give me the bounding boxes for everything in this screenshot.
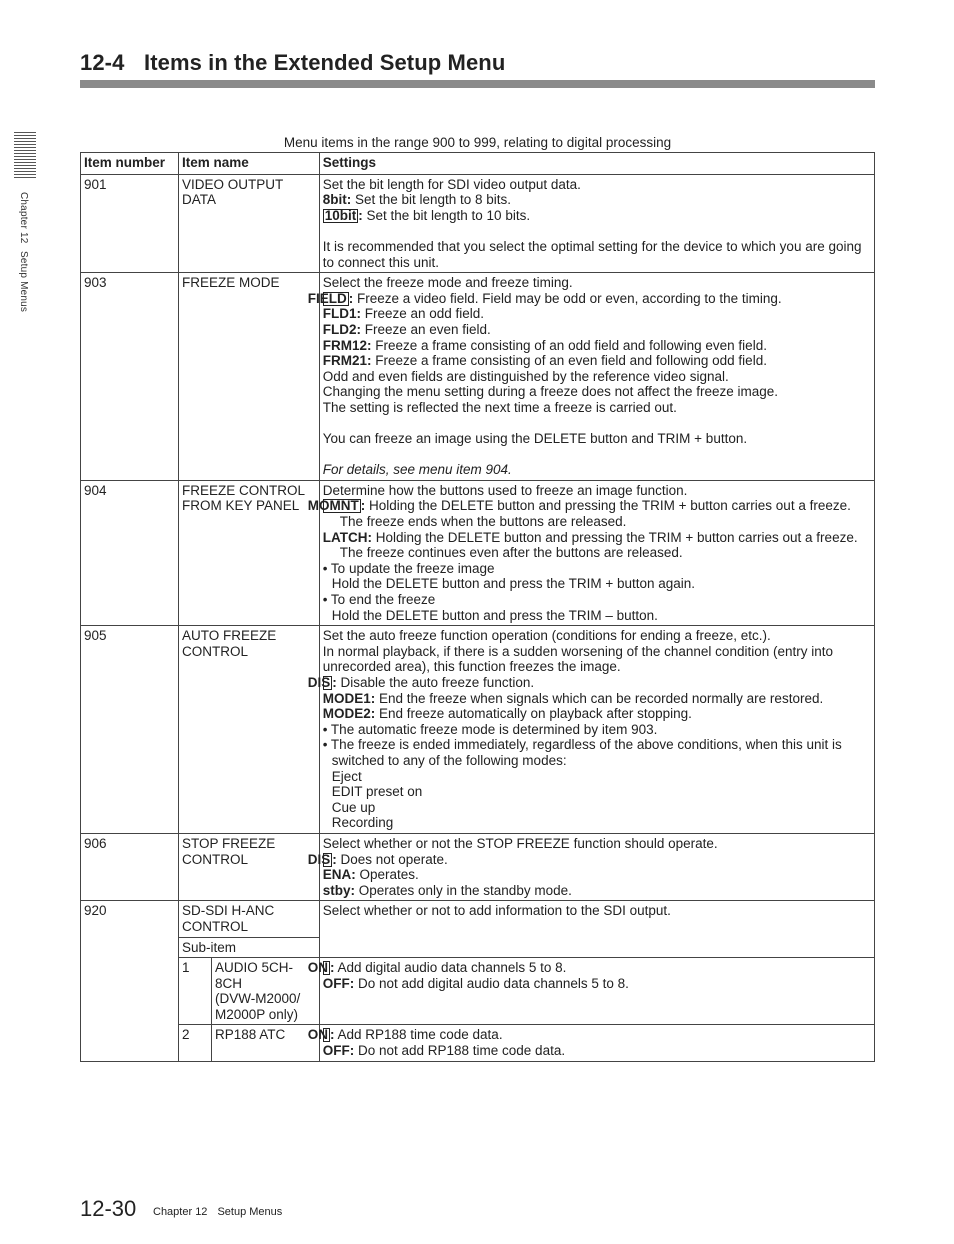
subitem-label: Sub-item	[179, 937, 320, 958]
item-name: AUTO FREEZE CONTROL	[179, 626, 320, 834]
table-header-row	[81, 153, 875, 175]
item-settings: Set the auto freeze function operation (conditions for ending a freeze, etc.). In normal playback, if there is a sudden worsening of the channel condition (entry into unrecorded area), this function freezes the image. DIS : Disable the auto freeze function. MODE1: End the freeze when signals which can be recorded normally are restored. MODE2: End freeze automatically on playback after stopping. • The automatic freeze mode is determined by item 903. • The freeze is ended immediately, regardless of the above conditions, when this unit is switched to any of the following modes: Eject EDIT preset on Cue up Recording	[319, 626, 874, 834]
item-settings: Select the freeze mode and freeze timing. FIELD : Freeze a video field. Field may be odd or even, according to the timing. FLD1: Freeze an odd field. FLD2: Freeze an even field. FRM12: Freeze a frame consisting of an odd field and following even field. FRM21: Freeze a frame consisting of an even field and following odd field. Odd and even fields are distinguished by the reference video signal. Changing the menu setting during a freeze does not affect the freeze image. The setting is reflected the next time a freeze is carried out. You can freeze an image using the DELETE button and TRIM + button. For details, see menu item 904.	[319, 273, 874, 481]
subitem-settings: ON : Add digital audio data channels 5 to 8. OFF: Do not add digital audio data channels 5 to 8.	[319, 958, 874, 1025]
menu-items-table	[80, 152, 875, 1062]
default-value-box: DIS	[307, 851, 331, 867]
default-value-box: 10bit	[324, 207, 357, 223]
page-number: 12-30	[80, 1196, 137, 1221]
item-settings: Select whether or not the STOP FREEZE function should operate. DIS : Does not operate. ENA: Operates. stby: Operates only in the standby mode.	[319, 833, 874, 900]
subitem-number: 1	[179, 958, 212, 1025]
item-number: 905	[81, 626, 179, 834]
default-value-box: ON	[307, 1027, 328, 1043]
section-title: Items in the Extended Setup Menu	[144, 50, 506, 75]
section-number: 12-4	[80, 50, 125, 75]
item-number: 904	[81, 480, 179, 625]
footer-chapter: Chapter 12 Setup Menus	[153, 1206, 283, 1218]
item-name: FREEZE CONTROL FROM KEY PANEL	[179, 480, 320, 625]
item-name: SD-SDI H-ANC CONTROL	[179, 901, 320, 937]
side-chapter-label: Chapter 12Setup Menus	[18, 192, 29, 313]
item-name: FREEZE MODE	[179, 273, 320, 481]
default-value-box: FIELD	[307, 290, 347, 306]
subitem-row	[81, 958, 875, 1025]
table-row	[81, 901, 875, 937]
section-heading	[80, 50, 505, 76]
item-number: 903	[81, 273, 179, 481]
header-settings: Settings	[319, 153, 874, 175]
default-value-box: DIS	[307, 675, 331, 690]
default-value-box: MOMNT	[307, 498, 359, 514]
subitem-number: 2	[179, 1025, 212, 1061]
item-number: 920	[81, 901, 179, 1061]
table-row	[81, 833, 875, 900]
default-value-box: ON	[307, 960, 328, 976]
item-number: 901	[81, 174, 179, 273]
heading-rule	[80, 80, 875, 88]
chapter-tab-stripes	[14, 132, 36, 178]
table-row	[81, 480, 875, 625]
table-row	[81, 174, 875, 273]
subitem-name: RP188 ATC	[212, 1025, 320, 1061]
item-name: STOP FREEZE CONTROL	[179, 833, 320, 900]
header-item-name: Item name	[179, 153, 320, 175]
subitem-row	[81, 1025, 875, 1061]
subitem-settings: ON : Add RP188 time code data. OFF: Do not add RP188 time code data.	[319, 1025, 874, 1061]
table-row	[81, 273, 875, 481]
table-row	[81, 626, 875, 834]
item-number: 906	[81, 833, 179, 900]
table-caption: Menu items in the range 900 to 999, relating to digital processing	[283, 135, 672, 150]
item-settings: Select whether or not to add information to the SDI output.	[319, 901, 874, 958]
item-settings: Set the bit length for SDI video output data. 8bit: Set the bit length to 8 bits. 10bit : Set the bit length to 10 bits. It is recommended that you select the optimal setting for the device to which you are going to connect this unit.	[319, 174, 874, 273]
cross-reference: For details, see menu item 904.	[322, 462, 512, 478]
subitem-name: AUDIO 5CH-8CH (DVW-M2000/ M2000P only)	[212, 958, 320, 1025]
item-settings: Determine how the buttons used to freeze an image function. MOMNT : Holding the DELETE button and pressing the TRIM + button carries out a freeze. The freeze ends when the buttons are released. LATCH: Holding the DELETE button and pressing the TRIM + button carries out a freeze. The freeze continues even after the buttons are released. • To update the freeze image Hold the DELETE button and press the TRIM + button again. • To end the freeze Hold the DELETE button and press the TRIM – button.	[319, 480, 874, 625]
item-name: VIDEO OUTPUT DATA	[179, 174, 320, 273]
header-item-number: Item number	[81, 153, 179, 175]
